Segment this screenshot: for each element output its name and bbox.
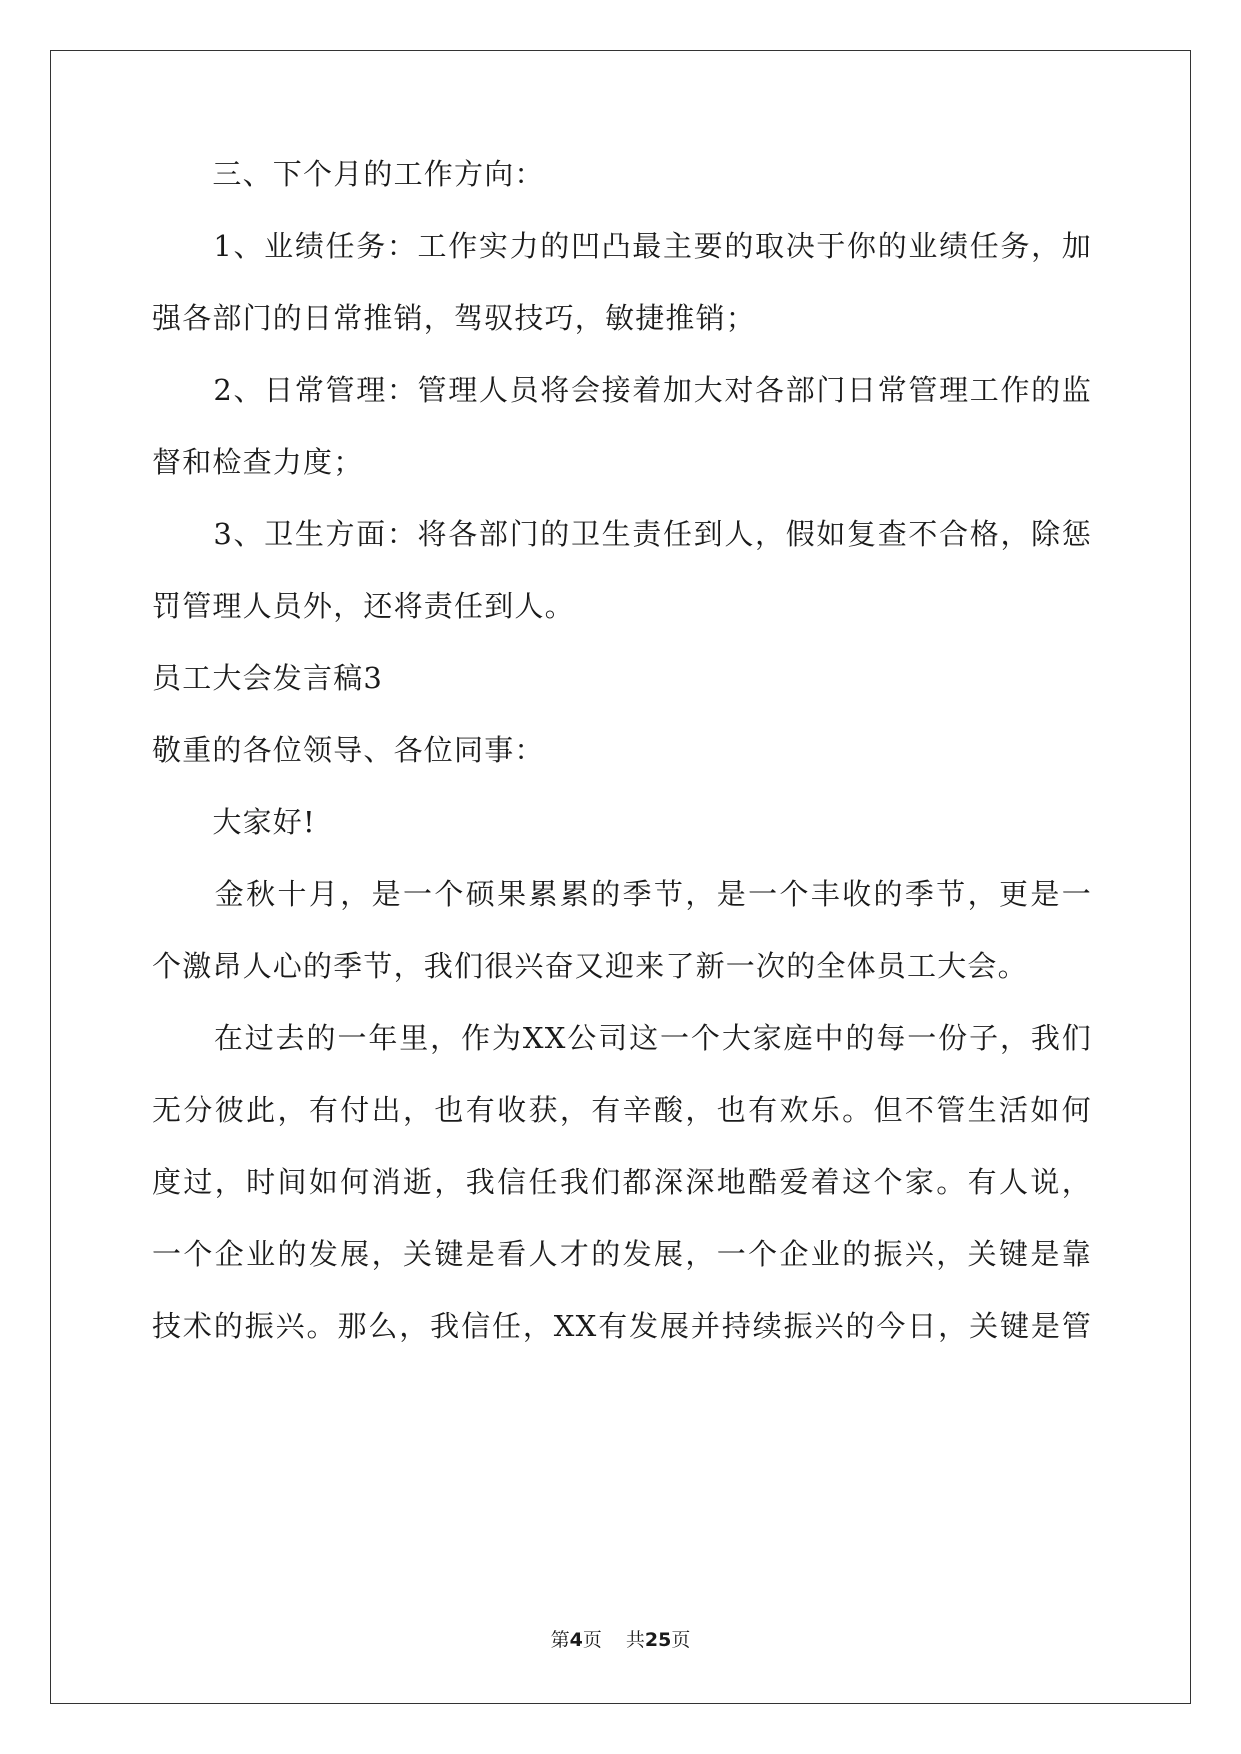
footer-page-unit: 页 — [582, 1629, 602, 1651]
text-line: 强各部门的日常推销，驾驭技巧，敏捷推销； — [152, 301, 757, 335]
text-line: 一个企业的发展，关键是看人才的发展，一个企业的振兴，关键是靠 — [152, 1237, 1092, 1271]
text-line: 罚管理人员外，还将责任到人。 — [152, 589, 575, 623]
text-line: 三、下个月的工作方向： — [152, 157, 545, 191]
total-page-number: 25 — [644, 1629, 672, 1651]
salutation: 敬重的各位领导、各位同事： — [152, 733, 545, 767]
section-heading: 员工大会发言稿3 — [152, 661, 384, 695]
text-line: 度过，时间如何消逝，我信任我们都深深地酷爱着这个家。有人说， — [152, 1165, 1092, 1199]
text-line: 1、业绩任务：工作实力的凹凸最主要的取决于你的业绩任务，加 — [152, 229, 1092, 263]
page-footer — [0, 1628, 1241, 1652]
footer-total-unit: 页 — [671, 1629, 691, 1651]
text-line: 督和检查力度； — [152, 445, 364, 479]
footer-total-prefix: 共 — [625, 1629, 645, 1651]
text-line: 3、卫生方面：将各部门的卫生责任到人，假如复查不合格，除惩 — [152, 517, 1092, 551]
text-line: 2、日常管理：管理人员将会接着加大对各部门日常管理工作的监 — [152, 373, 1092, 407]
current-page-number: 4 — [569, 1629, 583, 1651]
text-line: 个激昂人心的季节，我们很兴奋又迎来了新一次的全体员工大会。 — [152, 949, 1028, 983]
text-line: 在过去的一年里，作为XX公司这一个大家庭中的每一份子，我们 — [152, 1021, 1092, 1055]
footer-prefix: 第 — [550, 1629, 570, 1651]
text-line: 技术的振兴。那么，我信任，XX有发展并持续振兴的今日，关键是管 — [152, 1309, 1092, 1343]
text-line: 金秋十月，是一个硕果累累的季节，是一个丰收的季节，更是一 — [152, 877, 1092, 911]
greeting: 大家好! — [152, 805, 316, 839]
text-line: 无分彼此，有付出，也有收获，有辛酸，也有欢乐。但不管生活如何 — [152, 1093, 1092, 1127]
